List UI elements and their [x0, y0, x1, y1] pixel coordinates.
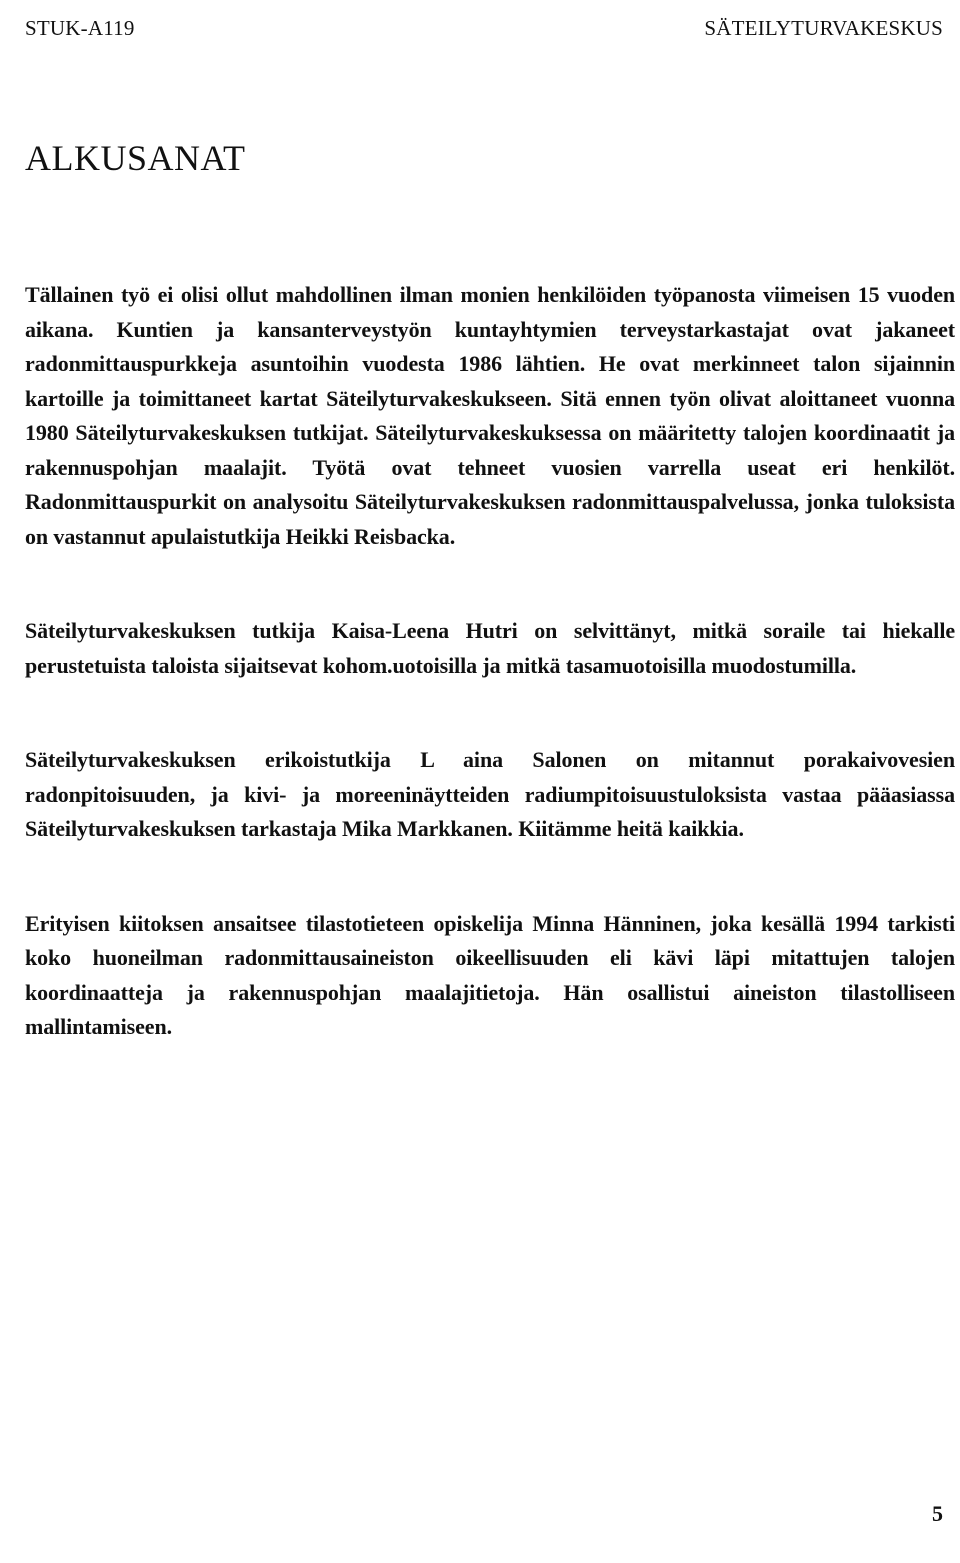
paragraph: Erityisen kiitoksen ansaitsee tilastotieteen opiskelija Minna Hänninen, joka kesällä 1994 tarkisti koko huoneilman radonmittausaineiston oikeellisuuden eli kävi läpi mitattujen talojen koordinaatteja ja rakennuspohjan maalajitietoja. Hän osallistui aineiston tilastolliseen mallintamiseen.: [25, 910, 955, 1039]
body-text: [25, 278, 955, 1105]
publisher-name: SÄTEILYTURVAKESKUS: [704, 16, 943, 40]
paragraph: Tällainen työ ei olisi ollut mahdollinen ilman monien henkilöiden työpanosta viimeisen 15 vuoden aikana. Kuntien ja kansanterveystyön kuntayhtymien terveystarkastajat ovat jakaneet radonmittauspurkkeja asuntoihin vuodesta 1986 lähtien. He ovat merkinneet talon sijainnin kartoille ja toimittaneet kartat Säteilyturvakeskukseen. Sitä ennen työn olivat aloittaneet vuonna 1980 Säteilyturvakeskuksen tutkijat. Säteilyturvakeskuksessa on määritetty talojen koordinaatit ja rakennuspohjan maalajit. Työtä ovat tehneet vuosien varrella useat eri henkilöt. Radonmittauspurkit on analysoitu Säteilyturvakeskuksen radonmittauspalvelussa, jonka tuloksista on vastannut apulaistutkija Heikki Reisbacka.: [25, 282, 955, 549]
report-code: STUK-A119: [25, 16, 135, 40]
paragraph: Säteilyturvakeskuksen erikoistutkija L aina Salonen on mitannut porakaivovesien radonpitoisuuden, ja kivi- ja moreeninäytteiden radiumpitoisuustuloksista vastaa pääasiassa Säteilyturvakeskuksen tarkastaja Mika Markkanen. Kiitämme heitä kaikkia.: [25, 747, 955, 841]
paragraph: Säteilyturvakeskuksen tutkija Kaisa-Leena Hutri on selvittänyt, mitkä soraile tai hiekalle perustetuista taloista sijaitsevat kohom.uotoisilla ja mitkä tasamuotoisilla muodostumilla.: [25, 618, 955, 678]
page-number: 5: [932, 1501, 943, 1526]
page-header: [25, 14, 943, 42]
page-title: ALKUSANAT: [25, 138, 246, 178]
